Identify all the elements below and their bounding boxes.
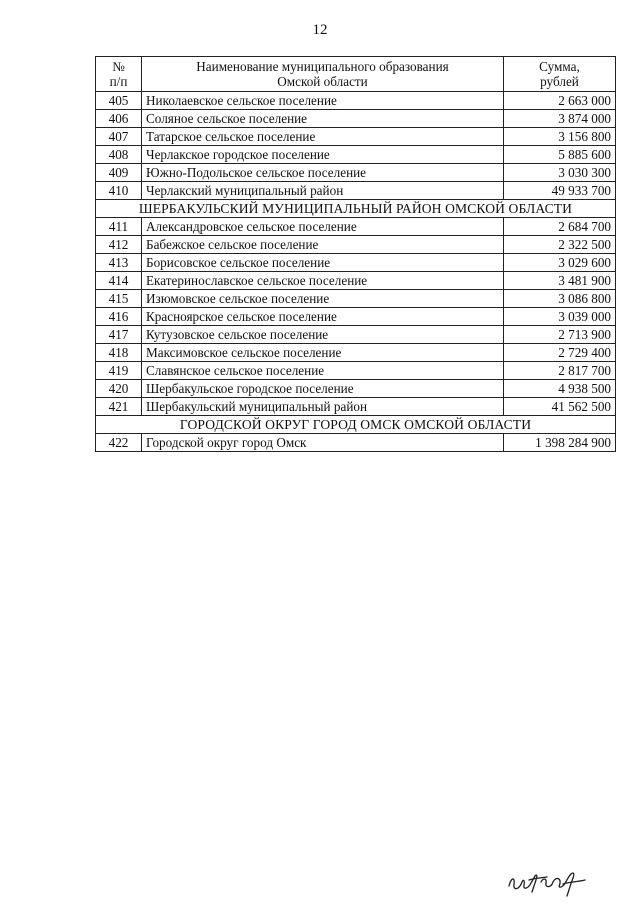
- row-name: Соляное сельское поселение: [142, 110, 504, 128]
- header-sum: [504, 57, 616, 92]
- row-number: 422: [96, 434, 142, 452]
- row-number: 406: [96, 110, 142, 128]
- header-name-line2: Омской области: [277, 74, 368, 89]
- row-number: 412: [96, 236, 142, 254]
- row-sum: 2 663 000: [504, 92, 616, 110]
- table-row: [96, 434, 616, 452]
- table-row: [96, 290, 616, 308]
- row-sum: 49 933 700: [504, 182, 616, 200]
- row-name: Татарское сельское поселение: [142, 128, 504, 146]
- table-body: [96, 92, 616, 452]
- table-row: [96, 254, 616, 272]
- section-row: [96, 416, 616, 434]
- row-sum: 2 729 400: [504, 344, 616, 362]
- row-sum: 41 562 500: [504, 398, 616, 416]
- row-name: Городской округ город Омск: [142, 434, 504, 452]
- table-row: [96, 326, 616, 344]
- row-sum: 2 817 700: [504, 362, 616, 380]
- header-name: [142, 57, 504, 92]
- row-sum: 1 398 284 900: [504, 434, 616, 452]
- table-row: [96, 344, 616, 362]
- row-number: 410: [96, 182, 142, 200]
- row-number: 418: [96, 344, 142, 362]
- row-sum: 4 938 500: [504, 380, 616, 398]
- section-title: ШЕРБАКУЛЬСКИЙ МУНИЦИПАЛЬНЫЙ РАЙОН ОМСКОЙ ОБЛАСТИ: [96, 200, 616, 218]
- table-row: [96, 272, 616, 290]
- row-name: Южно-Подольское сельское поселение: [142, 164, 504, 182]
- header-number: [96, 57, 142, 92]
- table-row: [96, 308, 616, 326]
- row-sum: 3 029 600: [504, 254, 616, 272]
- row-name: Бабежское сельское поселение: [142, 236, 504, 254]
- header-sum-line2: рублей: [540, 74, 579, 89]
- table-row: [96, 398, 616, 416]
- row-number: 411: [96, 218, 142, 236]
- row-name: Максимовское сельское поселение: [142, 344, 504, 362]
- row-name: Кутузовское сельское поселение: [142, 326, 504, 344]
- table-row: [96, 164, 616, 182]
- table-row: [96, 236, 616, 254]
- table-row: [96, 218, 616, 236]
- row-sum: 5 885 600: [504, 146, 616, 164]
- row-number: 417: [96, 326, 142, 344]
- section-title: ГОРОДСКОЙ ОКРУГ ГОРОД ОМСК ОМСКОЙ ОБЛАСТИ: [96, 416, 616, 434]
- row-number: 414: [96, 272, 142, 290]
- row-name: Екатеринославское сельское поселение: [142, 272, 504, 290]
- page-number: 12: [312, 22, 328, 38]
- table-row: [96, 362, 616, 380]
- row-name: Красноярское сельское поселение: [142, 308, 504, 326]
- row-sum: 3 874 000: [504, 110, 616, 128]
- row-sum: 3 481 900: [504, 272, 616, 290]
- handwritten-signature: [505, 864, 595, 900]
- header-name-line1: Наименование муниципального образования: [196, 59, 449, 74]
- table-row: [96, 92, 616, 110]
- row-number: 419: [96, 362, 142, 380]
- table-header-row: [96, 57, 616, 92]
- header-number-line1: №: [112, 59, 125, 74]
- row-sum: 3 039 000: [504, 308, 616, 326]
- row-number: 415: [96, 290, 142, 308]
- row-name: Шербакульское городское поселение: [142, 380, 504, 398]
- row-name: Борисовское сельское поселение: [142, 254, 504, 272]
- row-name: Николаевское сельское поселение: [142, 92, 504, 110]
- row-number: 407: [96, 128, 142, 146]
- header-sum-line1: Сумма,: [539, 59, 580, 74]
- row-name: Изюмовское сельское поселение: [142, 290, 504, 308]
- row-sum: 3 086 800: [504, 290, 616, 308]
- table-row: [96, 110, 616, 128]
- row-name: Славянское сельское поселение: [142, 362, 504, 380]
- table-row: [96, 128, 616, 146]
- row-sum: 3 030 300: [504, 164, 616, 182]
- row-number: 409: [96, 164, 142, 182]
- budget-allocation-table: [95, 56, 616, 452]
- section-row: [96, 200, 616, 218]
- table-row: [96, 380, 616, 398]
- row-number: 421: [96, 398, 142, 416]
- row-number: 413: [96, 254, 142, 272]
- row-name: Черлакское городское поселение: [142, 146, 504, 164]
- row-name: Черлакский муниципальный район: [142, 182, 504, 200]
- row-sum: 2 322 500: [504, 236, 616, 254]
- row-number: 420: [96, 380, 142, 398]
- table-row: [96, 146, 616, 164]
- row-number: 416: [96, 308, 142, 326]
- row-name: Шербакульский муниципальный район: [142, 398, 504, 416]
- row-sum: 2 713 900: [504, 326, 616, 344]
- row-name: Александровское сельское поселение: [142, 218, 504, 236]
- row-number: 405: [96, 92, 142, 110]
- row-sum: 2 684 700: [504, 218, 616, 236]
- table-row: [96, 182, 616, 200]
- header-number-line2: п/п: [109, 74, 128, 89]
- row-number: 408: [96, 146, 142, 164]
- row-sum: 3 156 800: [504, 128, 616, 146]
